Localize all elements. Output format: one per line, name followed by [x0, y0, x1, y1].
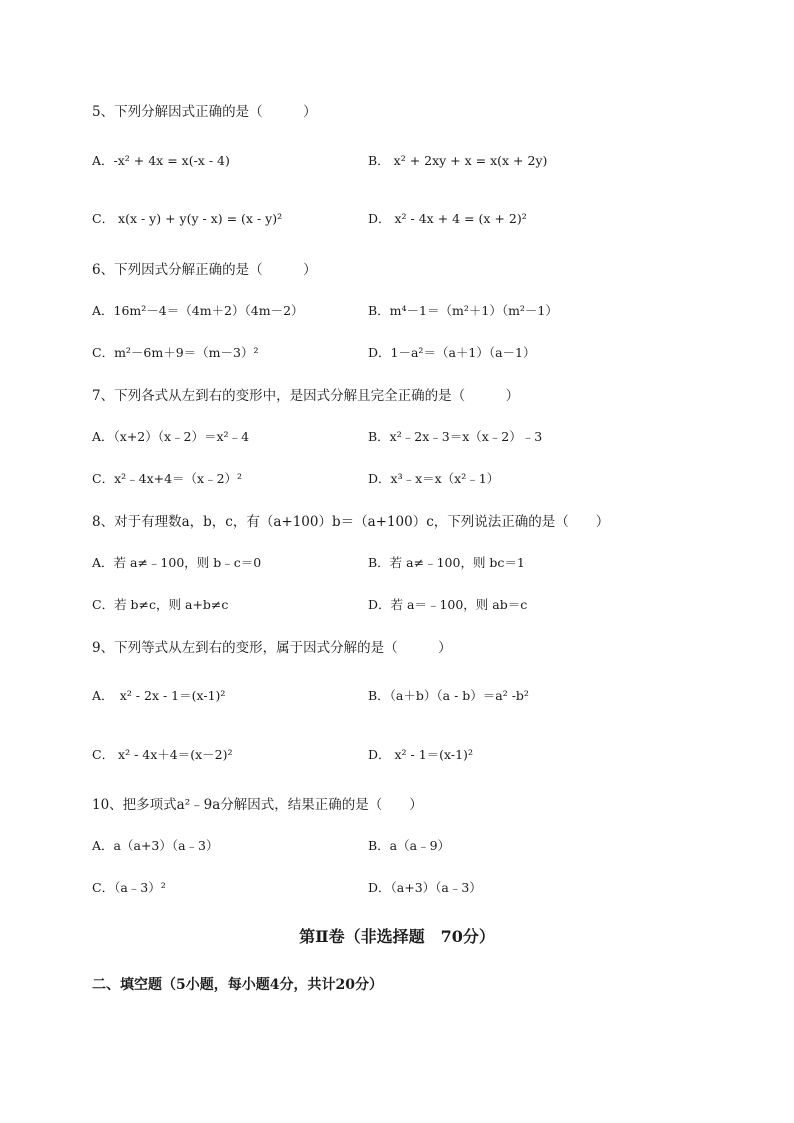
question-7-option-b: B．x²﹣2x﹣3＝x（x﹣2）﹣3 — [368, 429, 543, 444]
question-9-option-b: B．（a＋b）（a - b）＝a² -b² — [368, 688, 529, 703]
question-9-option-c: C． x² - 4x＋4＝(x－2)² — [92, 747, 233, 762]
question-8-option-b: B．若 a≠﹣100，则 bc＝1 — [368, 555, 525, 570]
question-6-option-a: A．16m²－4＝（4m＋2）（4m－2） — [92, 303, 304, 318]
question-6-option-c: C．m²－6m＋9＝（m－3）² — [92, 345, 259, 360]
question-8-option-c: C．若 b≠c，则 a+b≠c — [92, 597, 229, 612]
question-10-stem: 10、把多项式a²﹣9a分解因式，结果正确的是（ ） — [92, 797, 423, 813]
question-6-stem: 6、下列因式分解正确的是（ ） — [92, 262, 317, 278]
question-9-stem: 9、下列等式从左到右的变形，属于因式分解的是（ ） — [92, 640, 452, 656]
question-10-option-b: B．a（a﹣9） — [368, 838, 451, 853]
question-10-option-a: A．a（a+3）（a﹣3） — [92, 838, 219, 853]
question-6-option-d: D．1－a²＝（a＋1）（a－1） — [368, 345, 536, 360]
question-6-option-b: B．m⁴－1＝（m²＋1）（m²－1） — [368, 303, 558, 318]
question-7-stem: 7、下列各式从左到右的变形中，是因式分解且完全正确的是（ ） — [92, 388, 520, 404]
question-8-option-d: D．若 a＝﹣100，则 ab＝c — [368, 597, 528, 612]
section-title: 第Ⅱ卷（非选择题 70分） — [299, 927, 495, 946]
question-9-option-a: A． x² - 2x - 1＝(x-1)² — [92, 688, 226, 703]
question-10-option-c: C．（a﹣3）² — [92, 880, 166, 895]
question-8-stem: 8、对于有理数a，b，c，有（a+100）b＝（a+100）c，下列说法正确的是（ ） — [92, 514, 610, 530]
question-9-option-d: D． x² - 1＝(x-1)² — [368, 747, 473, 762]
question-7-option-c: C．x²﹣4x+4＝（x﹣2）² — [92, 471, 243, 486]
question-10-option-d: D．（a+3）（a﹣3） — [368, 880, 482, 895]
question-5-option-d: D． x² - 4x + 4 = (x + 2)² — [368, 211, 527, 226]
question-5-option-c: C． x(x - y) + y(y - x) = (x - y)² — [92, 211, 283, 226]
question-5-option-b: B． x² + 2xy + x = x(x + 2y) — [368, 153, 548, 168]
question-7-option-d: D．x³﹣x＝x（x²﹣1） — [368, 471, 500, 486]
question-7-option-a: A．（x+2）（x﹣2）＝x²﹣4 — [92, 429, 250, 444]
part-heading: 二、填空题（5小题，每小题4分，共计20分） — [92, 977, 383, 993]
question-5-option-a: A．-x² + 4x = x(-x - 4) — [92, 153, 230, 168]
question-5-stem: 5、下列分解因式正确的是（ ） — [92, 104, 317, 120]
question-8-option-a: A．若 a≠﹣100，则 b﹣c＝0 — [92, 555, 262, 570]
